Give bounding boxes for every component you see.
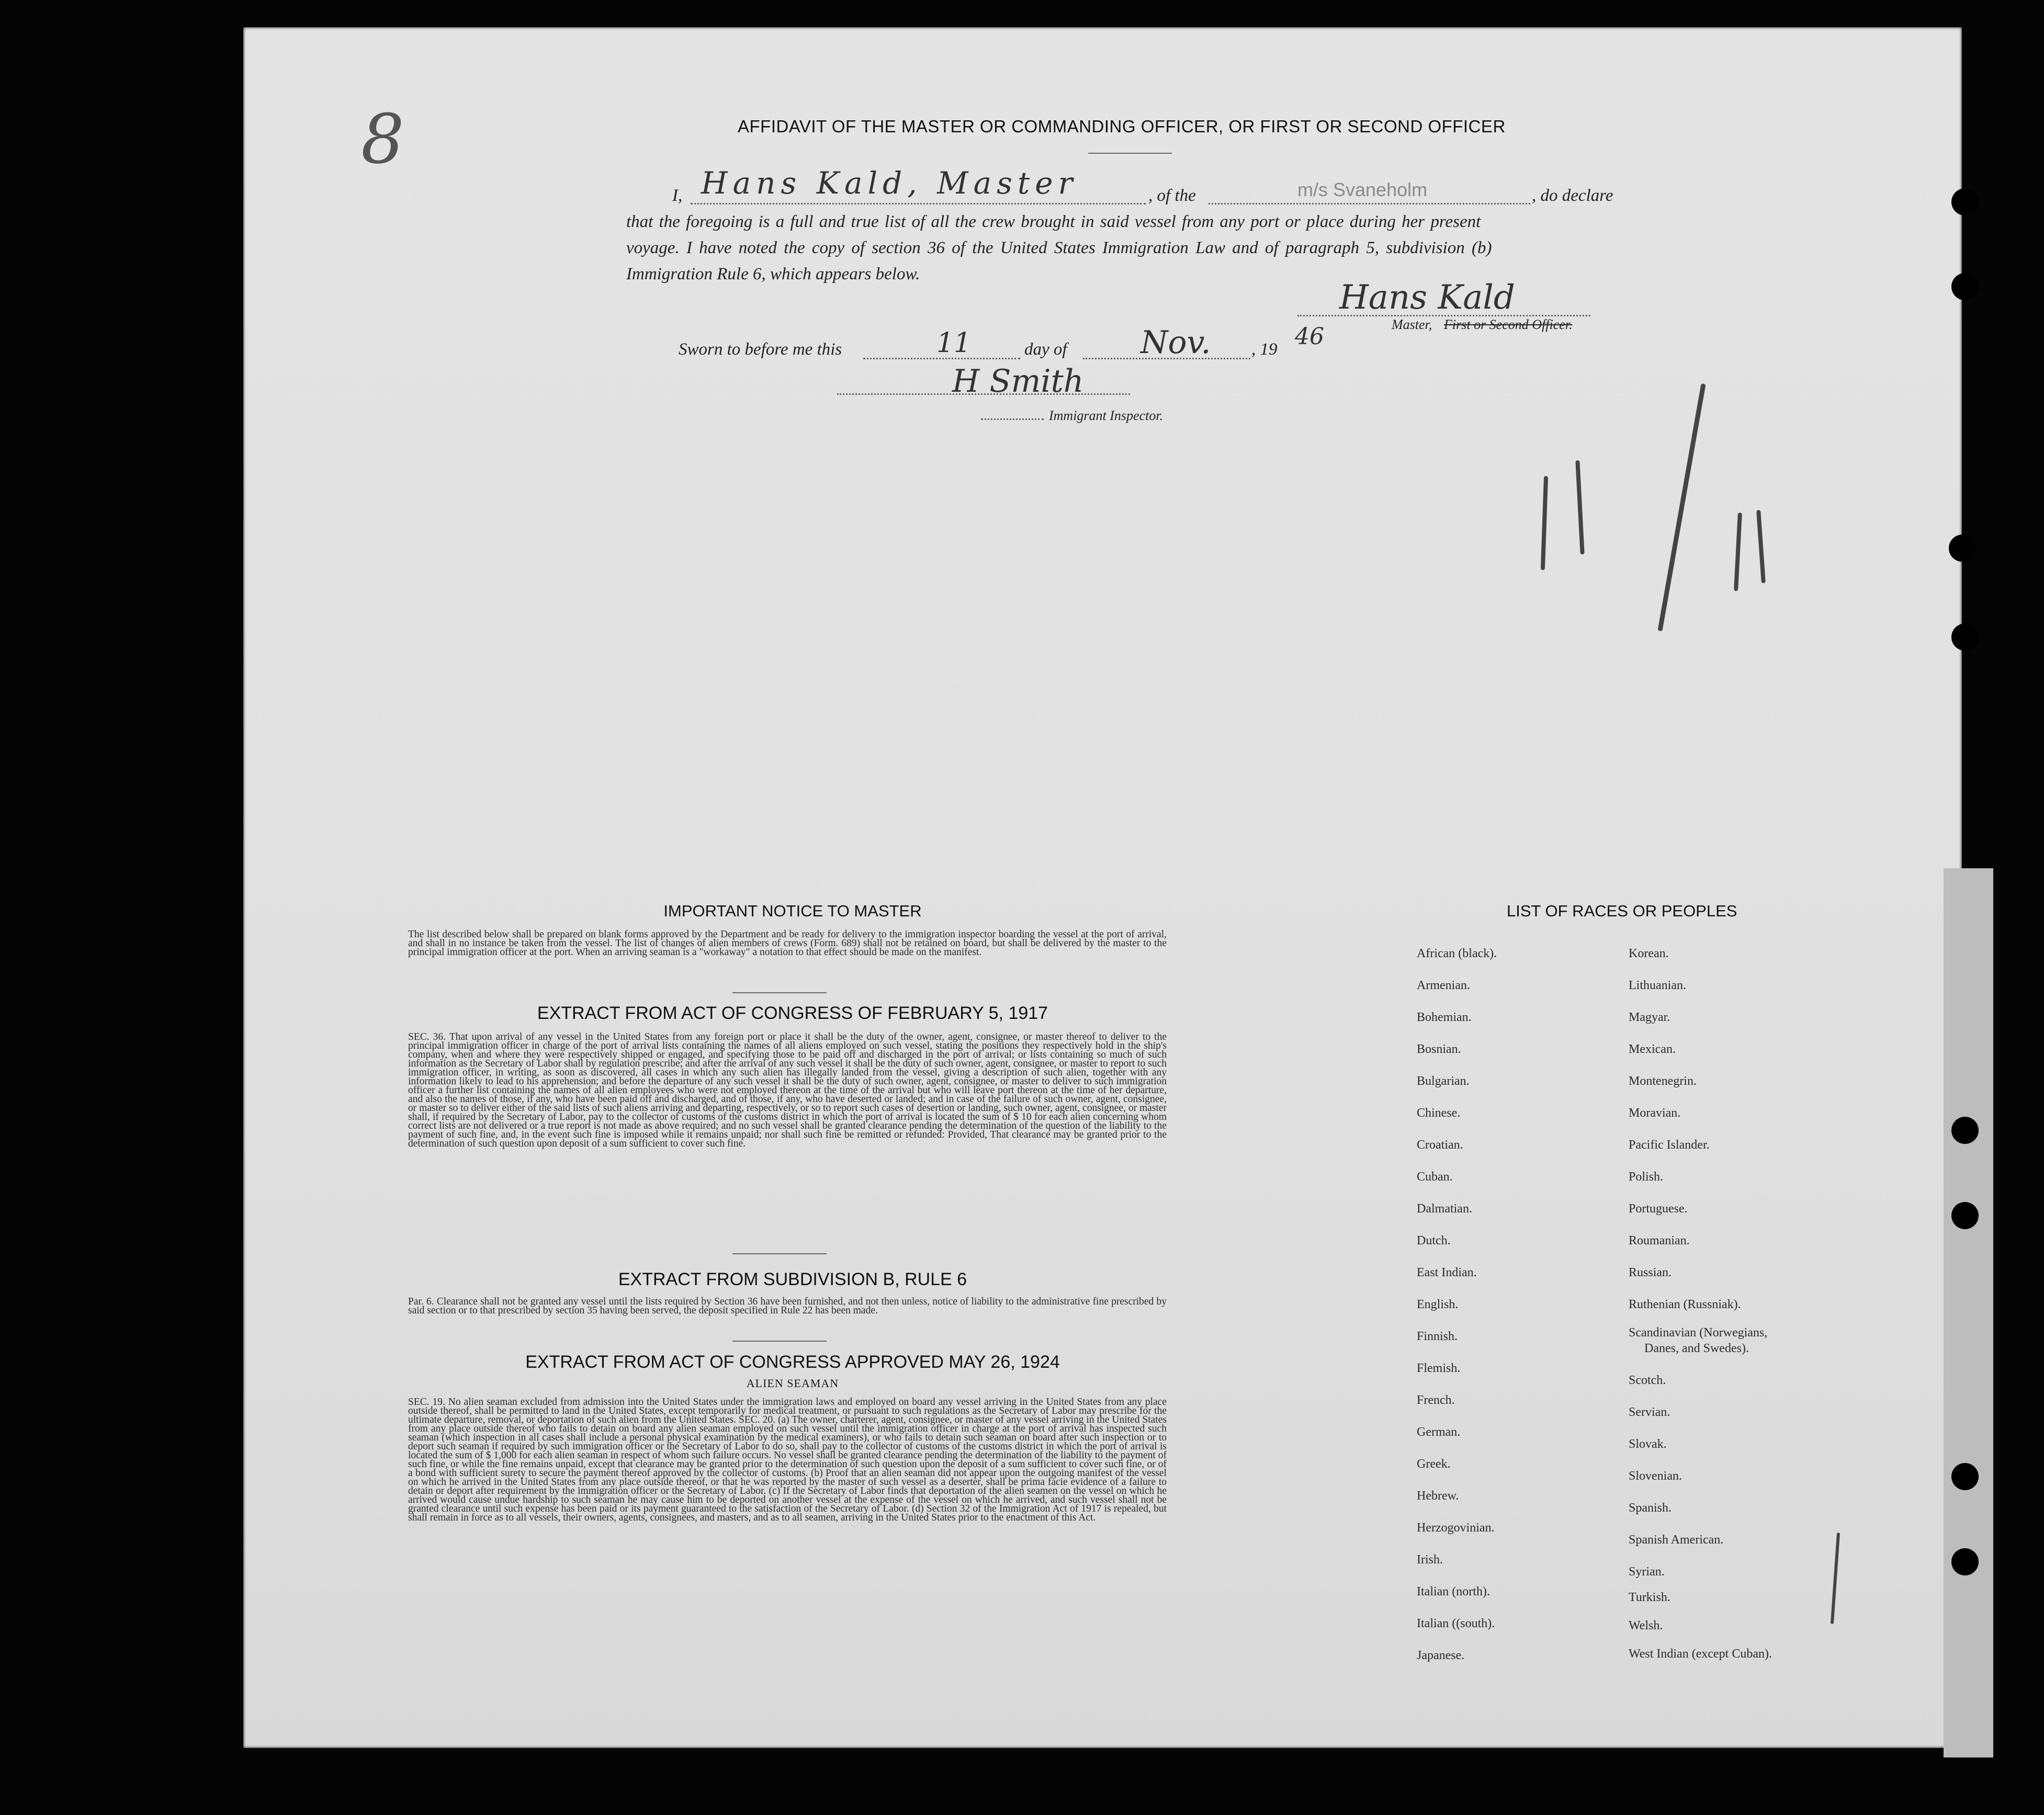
page-edge-strip [1944, 868, 1993, 1757]
race-item: Chinese. [1417, 1106, 1461, 1120]
binder-hole [1951, 188, 1979, 215]
officer-label: First or Second Officer. [1444, 317, 1573, 332]
race-item: Bulgarian. [1417, 1074, 1470, 1088]
race-item: Slovenian. [1629, 1469, 1682, 1483]
binder-hole [1951, 1548, 1979, 1575]
inspector-signature: H Smith [952, 363, 1084, 400]
binder-hole [1951, 273, 1979, 300]
master-signature: Hans Kald [1339, 278, 1515, 317]
notice-title: IMPORTANT NOTICE TO MASTER [663, 902, 922, 920]
binder-hole [1951, 623, 1979, 651]
race-item: East Indian. [1417, 1266, 1477, 1279]
do-declare-label: , do declare [1532, 186, 1613, 205]
divider [1088, 153, 1172, 154]
race-item: Magyar. [1629, 1011, 1670, 1024]
race-item: Cuban. [1417, 1170, 1453, 1184]
race-item: Russian. [1629, 1266, 1672, 1279]
year-prefix: , 19 [1251, 340, 1278, 359]
binder-hole [1951, 1202, 1979, 1229]
race-item: Welsh. [1629, 1619, 1663, 1632]
race-item: Bosnian. [1417, 1042, 1461, 1056]
binder-hole [1951, 1463, 1979, 1490]
divider [732, 1341, 827, 1342]
race-item: German. [1417, 1425, 1461, 1439]
races-title: LIST OF RACES OR PEOPLES [1507, 902, 1737, 920]
master-label: Master, [1392, 317, 1432, 332]
binder-hole [1949, 535, 1976, 562]
race-item: Ruthenian (Russniak). [1629, 1298, 1741, 1311]
sworn-label: Sworn to before me this [679, 340, 842, 359]
race-item: Hebrew. [1417, 1489, 1459, 1503]
extract-1924-title: EXTRACT FROM ACT OF CONGRESS APPROVED MAY 26, 1924 [525, 1352, 1060, 1372]
race-item: Irish. [1417, 1553, 1443, 1567]
race-item: French. [1417, 1393, 1455, 1407]
race-item: Italian (north). [1417, 1585, 1490, 1598]
race-item: Mexican. [1629, 1042, 1676, 1056]
race-item: Herzogovinian. [1417, 1521, 1495, 1535]
race-item: Portuguese. [1629, 1202, 1688, 1216]
race-item: Dutch. [1417, 1234, 1451, 1247]
i-label: I, [672, 186, 683, 205]
vessel-name: m/s Svaneholm [1297, 179, 1428, 200]
race-item: Roumanian. [1629, 1234, 1690, 1247]
race-item: Greek. [1417, 1457, 1451, 1471]
declarant-signature: Hans Kald, Master [701, 165, 1078, 201]
day-of-label: day of [1024, 340, 1067, 359]
sworn-day: 11 [936, 327, 972, 359]
extract-1917-body: SEC. 36. That upon arrival of any vessel in the United States from any foreign port or place it shall be the duty of the owner, agent, consignee, or master thereof to deliver to the principal immigration officer in charge of the port of arrival lists containing the names of all aliens employed on such vessel, stating the positions they respectively hold in the ship's company, when and where they were respectively shipped or engaged, and specifying those to be paid off and discharged in the port of arrival; or lists containing so much of such information as the Secretary of Labor shall by regulation prescribe; and after the arrival of any such vessel it shall be the duty of such owner, agent, consignee, or master to report to such immigration officer, in writing, as soon as discovered, all cases in which any such alien has illegally landed from the vessel, giving a description of such alien, together with any information likely to lead to his apprehension; and before the departure of any such vessel it shall be the duty of such owner, agent, consignee, or master to deliver to such immigration officer a further list containing the names of all alien employees who were not employed thereon at the time of the arrival but who will leave port thereon at the time of her departure, and also the names of those, if any, who have been paid off and discharged, and of those, if any, who have deserted or landed; and in case of the failure of such owner, agent, consignee, or master so to deliver either of the said lists of such aliens arriving and departing, respectively, or so to report such cases of desertion or landing, such owner, agent, consignee, or master shall, if required by the Secretary of Labor, pay to the collector of customs of the customs district in which the port of arrival is located the sum of $ 10 for each alien concerning whom correct lists are not delivered or a true report is not made as above required; and no such vessel shall be granted clearance pending the determination of the question of the liability to the payment of such fine, and, in the event such fine is imposed while it remains unpaid; nor shall such fine be remitted or refunded: Provided, That clearance may be granted prior to the determination of such question upon deposit of a sum sufficient to cover such fine. [408, 1031, 1167, 1149]
race-item: Dalmatian. [1417, 1202, 1472, 1216]
inspector-line-2 [981, 418, 1044, 420]
race-item: Danes, and Swedes). [1644, 1342, 1749, 1355]
race-item: Croatian. [1417, 1138, 1463, 1152]
extract-rule6-title: EXTRACT FROM SUBDIVISION B, RULE 6 [618, 1269, 967, 1289]
race-item: Turkish. [1629, 1591, 1670, 1604]
binder-hole [1951, 1117, 1979, 1144]
race-item: Japanese. [1417, 1649, 1465, 1662]
affidavit-title: AFFIDAVIT OF THE MASTER OR COMMANDING OFFICER, OR FIRST OR SECOND OFFICER [738, 117, 1506, 136]
race-item: Moravian. [1629, 1106, 1681, 1120]
extract-1917-title: EXTRACT FROM ACT OF CONGRESS OF FEBRUARY 5, 1917 [537, 1003, 1048, 1023]
divider [732, 1253, 827, 1254]
race-item: Scotch. [1629, 1374, 1666, 1387]
race-item: West Indian (except Cuban). [1629, 1647, 1772, 1661]
extract-rule6-body: Par. 6. Clearance shall not be granted any vessel until the lists required by Section 36 have been furnished, and not then unless, notice of liability to the administrative fine prescribed by said section or to that prescribed by section 35 having been served, the deposit specified in Rule 22 has been made. [408, 1296, 1167, 1316]
extract-1924-subtitle: ALIEN SEAMAN [746, 1377, 839, 1390]
race-item: Korean. [1629, 947, 1669, 960]
of-the-label: , of the [1148, 186, 1196, 205]
race-item: Flemish. [1417, 1362, 1461, 1375]
race-item: Polish. [1629, 1170, 1664, 1184]
vessel-line [1209, 203, 1530, 205]
affidavit-line-4: Immigration Rule 6, which appears below. [626, 265, 920, 283]
race-item: African (black). [1417, 947, 1497, 960]
race-item: Pacific Islander. [1629, 1138, 1710, 1152]
race-item: Scandinavian (Norwegians, [1629, 1326, 1768, 1340]
divider [732, 992, 827, 993]
race-item: Armenian. [1417, 979, 1470, 992]
sworn-month: Nov. [1140, 324, 1211, 361]
race-item: Spanish American. [1629, 1533, 1724, 1547]
inspector-label: Immigrant Inspector. [1049, 408, 1164, 423]
year-suffix: 46 [1295, 323, 1324, 350]
race-item: Italian ((south). [1417, 1617, 1495, 1630]
race-item: Spanish. [1629, 1501, 1672, 1515]
notice-body: The list described below shall be prepared on blank forms approved by the Department and be ready for delivery to the immigration inspector boarding the vessel at the port of arrival, and shall in no instance be taken from the vessel. The list of changes of alien members of crews (Form. 689) shall not be retained on board, but shall be delivered by the master to the principal immigration officer at the port. When an arriving seaman is a "workaway" a notation to that effect should be made on the manifest. [408, 929, 1167, 958]
affidavit-line-3: voyage. I have noted the copy of section 36 of the United States Immigration Law and of paragraph 5, subdivision (b) [626, 239, 1492, 257]
race-item: Slovak. [1629, 1437, 1667, 1451]
race-item: Bohemian. [1417, 1011, 1472, 1024]
inspector-line [837, 393, 1130, 395]
signature-line [1297, 315, 1590, 316]
race-item: Finnish. [1417, 1330, 1458, 1343]
race-item: Montenegrin. [1629, 1074, 1697, 1088]
corner-handwritten-mark: 8 [361, 99, 404, 179]
race-item: English. [1417, 1298, 1459, 1311]
declarant-line [691, 203, 1146, 205]
race-item: Servian. [1629, 1405, 1670, 1419]
extract-1924-body: SEC. 19. No alien seaman excluded from admission into the United States under the immigration laws and employed on board any vessel arriving in the United States from any place outside thereof, shall be permitted to land in the United States, except temporarily for medical treatment, or pursuant to such regulations as the Secretary of Labor may prescribe for the ultimate departure, removal, or deportation of such alien from the United States. SEC. 20. (a) The owner, charterer, agent, consignee, or master of any vessel arriving in the United States from any place outside thereof who fails to detain on board any alien seaman employed on such vessel until the immigration officer in charge at the port of arrival has inspected such seaman (which inspection in all cases shall include a personal physical examination by the medical examiners), or who fails to detain such seaman on board after such inspection or to deport such seaman if required by such immigration officer or the Secretary of Labor to do so, shall pay to the collector of customs of the customs district in which the port of arrival is located the sum of $ 1,000 for each alien seaman in respect of whom such failure occurs. No vessel shall be granted clearance pending the determination of the liability to the payment of such fine, or while the fine remains unpaid, except that clearance may be granted prior to the determination of such question upon the deposit of a sum sufficient to cover such fine, or of a bond with sufficient surety to secure the payment thereof approved by the collector of customs. (b) Proof that an alien seaman did not appear upon the outgoing manifest of the vessel on which he arrived in the United States from any place outside thereof, or that he was reported by the master of such vessel as a deserter, shall be prima facie evidence of a failure to detain or deport after requirement by the immigration officer or the Secretary of Labor. (c) If the Secretary of Labor finds that deportation of the alien seamen on the vessel on which he arrived would cause undue hardship to such seaman he may cause him to be deported on another vessel at the expense of the vessel on which he arrived, and such vessel shall not be granted clearance until such expense has been paid or its payment guaranteed to the satisfaction of the Secretary of Labor. (d) Section 32 of the Immigration Act of 1917 is repealed, but shall remain in force as to all vessels, their owners, agents, consignees, and masters, and as to all seamen, arriving in the United States prior to the enactment of this Act. [408, 1397, 1167, 1523]
affidavit-line-2: that the foregoing is a full and true list of all the crew brought in said vessel from any port or place during her present [626, 212, 1481, 231]
race-item: Lithuanian. [1629, 979, 1686, 992]
race-item: Syrian. [1629, 1565, 1665, 1579]
